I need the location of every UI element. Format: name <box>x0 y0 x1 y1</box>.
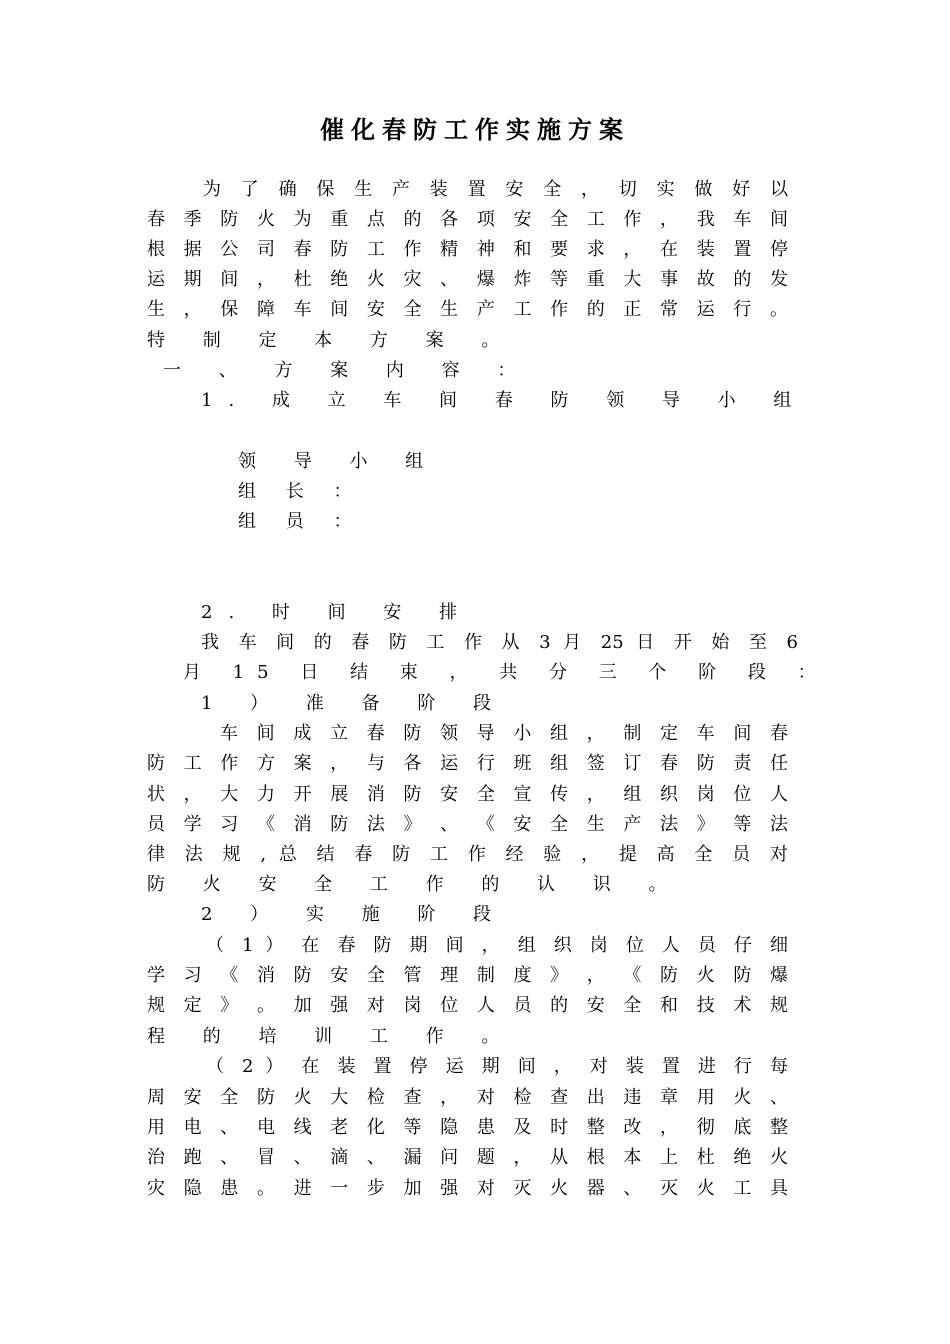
paragraph-line: 特 制 定 本 方 案 。 <box>147 330 516 351</box>
paragraph-line: 我 车 间 的 春 防 工 作 从 3 月 25 日 开 始 至 6 <box>201 632 798 653</box>
stage-heading: 2 ） 实 施 阶 段 <box>201 904 508 925</box>
document-title: 催化春防工作实施方案 <box>320 115 630 144</box>
paragraph-line: 员 学 习 《 消 防 法 》 、 《 安 全 生 产 法 》 等 法 <box>147 814 788 835</box>
paragraph-line: （ 1 ） 在 春 防 期 间 ， 组 织 岗 位 人 员 仔 细 <box>206 935 788 956</box>
paragraph-line: 治 跑 、 冒 、 滴 、 漏 问 题 ， 从 根 本 上 杜 绝 火 <box>147 1147 788 1168</box>
paragraph-line: 为 了 确 保 生 产 装 置 安 全 ， 切 实 做 好 以 <box>203 179 788 200</box>
paragraph-line: 防 火 安 全 工 作 的 认 识 。 <box>147 874 683 895</box>
subsection-heading: 2. 时 间 安 排 <box>201 602 474 623</box>
section-heading: 一 、 方 案 内 容 ： <box>163 360 532 381</box>
paragraph-line: 防 工 作 方 案 ， 与 各 运 行 班 组 签 订 春 防 责 任 <box>147 753 788 774</box>
paragraph-line: （ 2 ） 在 装 置 停 运 期 间 ， 对 装 置 进 行 每 <box>206 1056 788 1077</box>
paragraph-line: 学 习 《 消 防 安 全 管 理 制 度 》 ， 《 防 火 防 爆 <box>147 965 788 986</box>
paragraph-line: 律 法 规 , 总 结 春 防 工 作 经 验 ， 提 高 全 员 对 <box>147 844 788 865</box>
paragraph-line: 程 的 培 训 工 作 。 <box>147 1026 516 1047</box>
paragraph-line: 用 电 、 电 线 老 化 等 隐 患 及 时 整 改 ， 彻 底 整 <box>147 1117 788 1138</box>
paragraph-line: 灾 隐 患 。 进 一 步 加 强 对 灭 火 器 、 灭 火 工 具 <box>147 1178 788 1199</box>
stage-heading: 1 ） 准 备 阶 段 <box>201 693 508 714</box>
paragraph-line: 周 安 全 防 火 大 检 查 ， 对 检 查 出 违 章 用 火 、 <box>147 1087 788 1108</box>
paragraph-line: 春 季 防 火 为 重 点 的 各 项 安 全 工 作 ， 我 车 间 <box>147 209 788 230</box>
subsection-heading: 1. 成 立 车 间 春 防 领 导 小 组 <box>201 390 808 411</box>
paragraph-line: 运 期 间 ， 杜 绝 火 灾 、 爆 炸 等 重 大 事 故 的 发 <box>147 269 788 290</box>
paragraph-line: 状 ， 大 力 开 展 消 防 安 全 宣 传 ， 组 织 岗 位 人 <box>147 784 788 805</box>
paragraph-line: 根 据 公 司 春 防 工 作 精 神 和 要 求 ， 在 装 置 停 <box>147 239 788 260</box>
group-leader-label: 组 长 ： <box>238 481 364 502</box>
paragraph-line: 车 间 成 立 春 防 领 导 小 组 ， 制 定 车 间 春 <box>220 723 788 744</box>
leader-group-label: 领 导 小 组 <box>238 451 440 472</box>
paragraph-line: 生 ， 保 障 车 间 安 全 生 产 工 作 的 正 常 运 行 。 <box>147 299 788 320</box>
paragraph-line: 月 15 日 结 束 ， 共 分 三 个 阶 段 ： <box>183 662 829 683</box>
group-member-label: 组 员 ： <box>238 511 364 532</box>
paragraph-line: 规 定 》 。 加 强 对 岗 位 人 员 的 安 全 和 技 术 规 <box>147 995 788 1016</box>
